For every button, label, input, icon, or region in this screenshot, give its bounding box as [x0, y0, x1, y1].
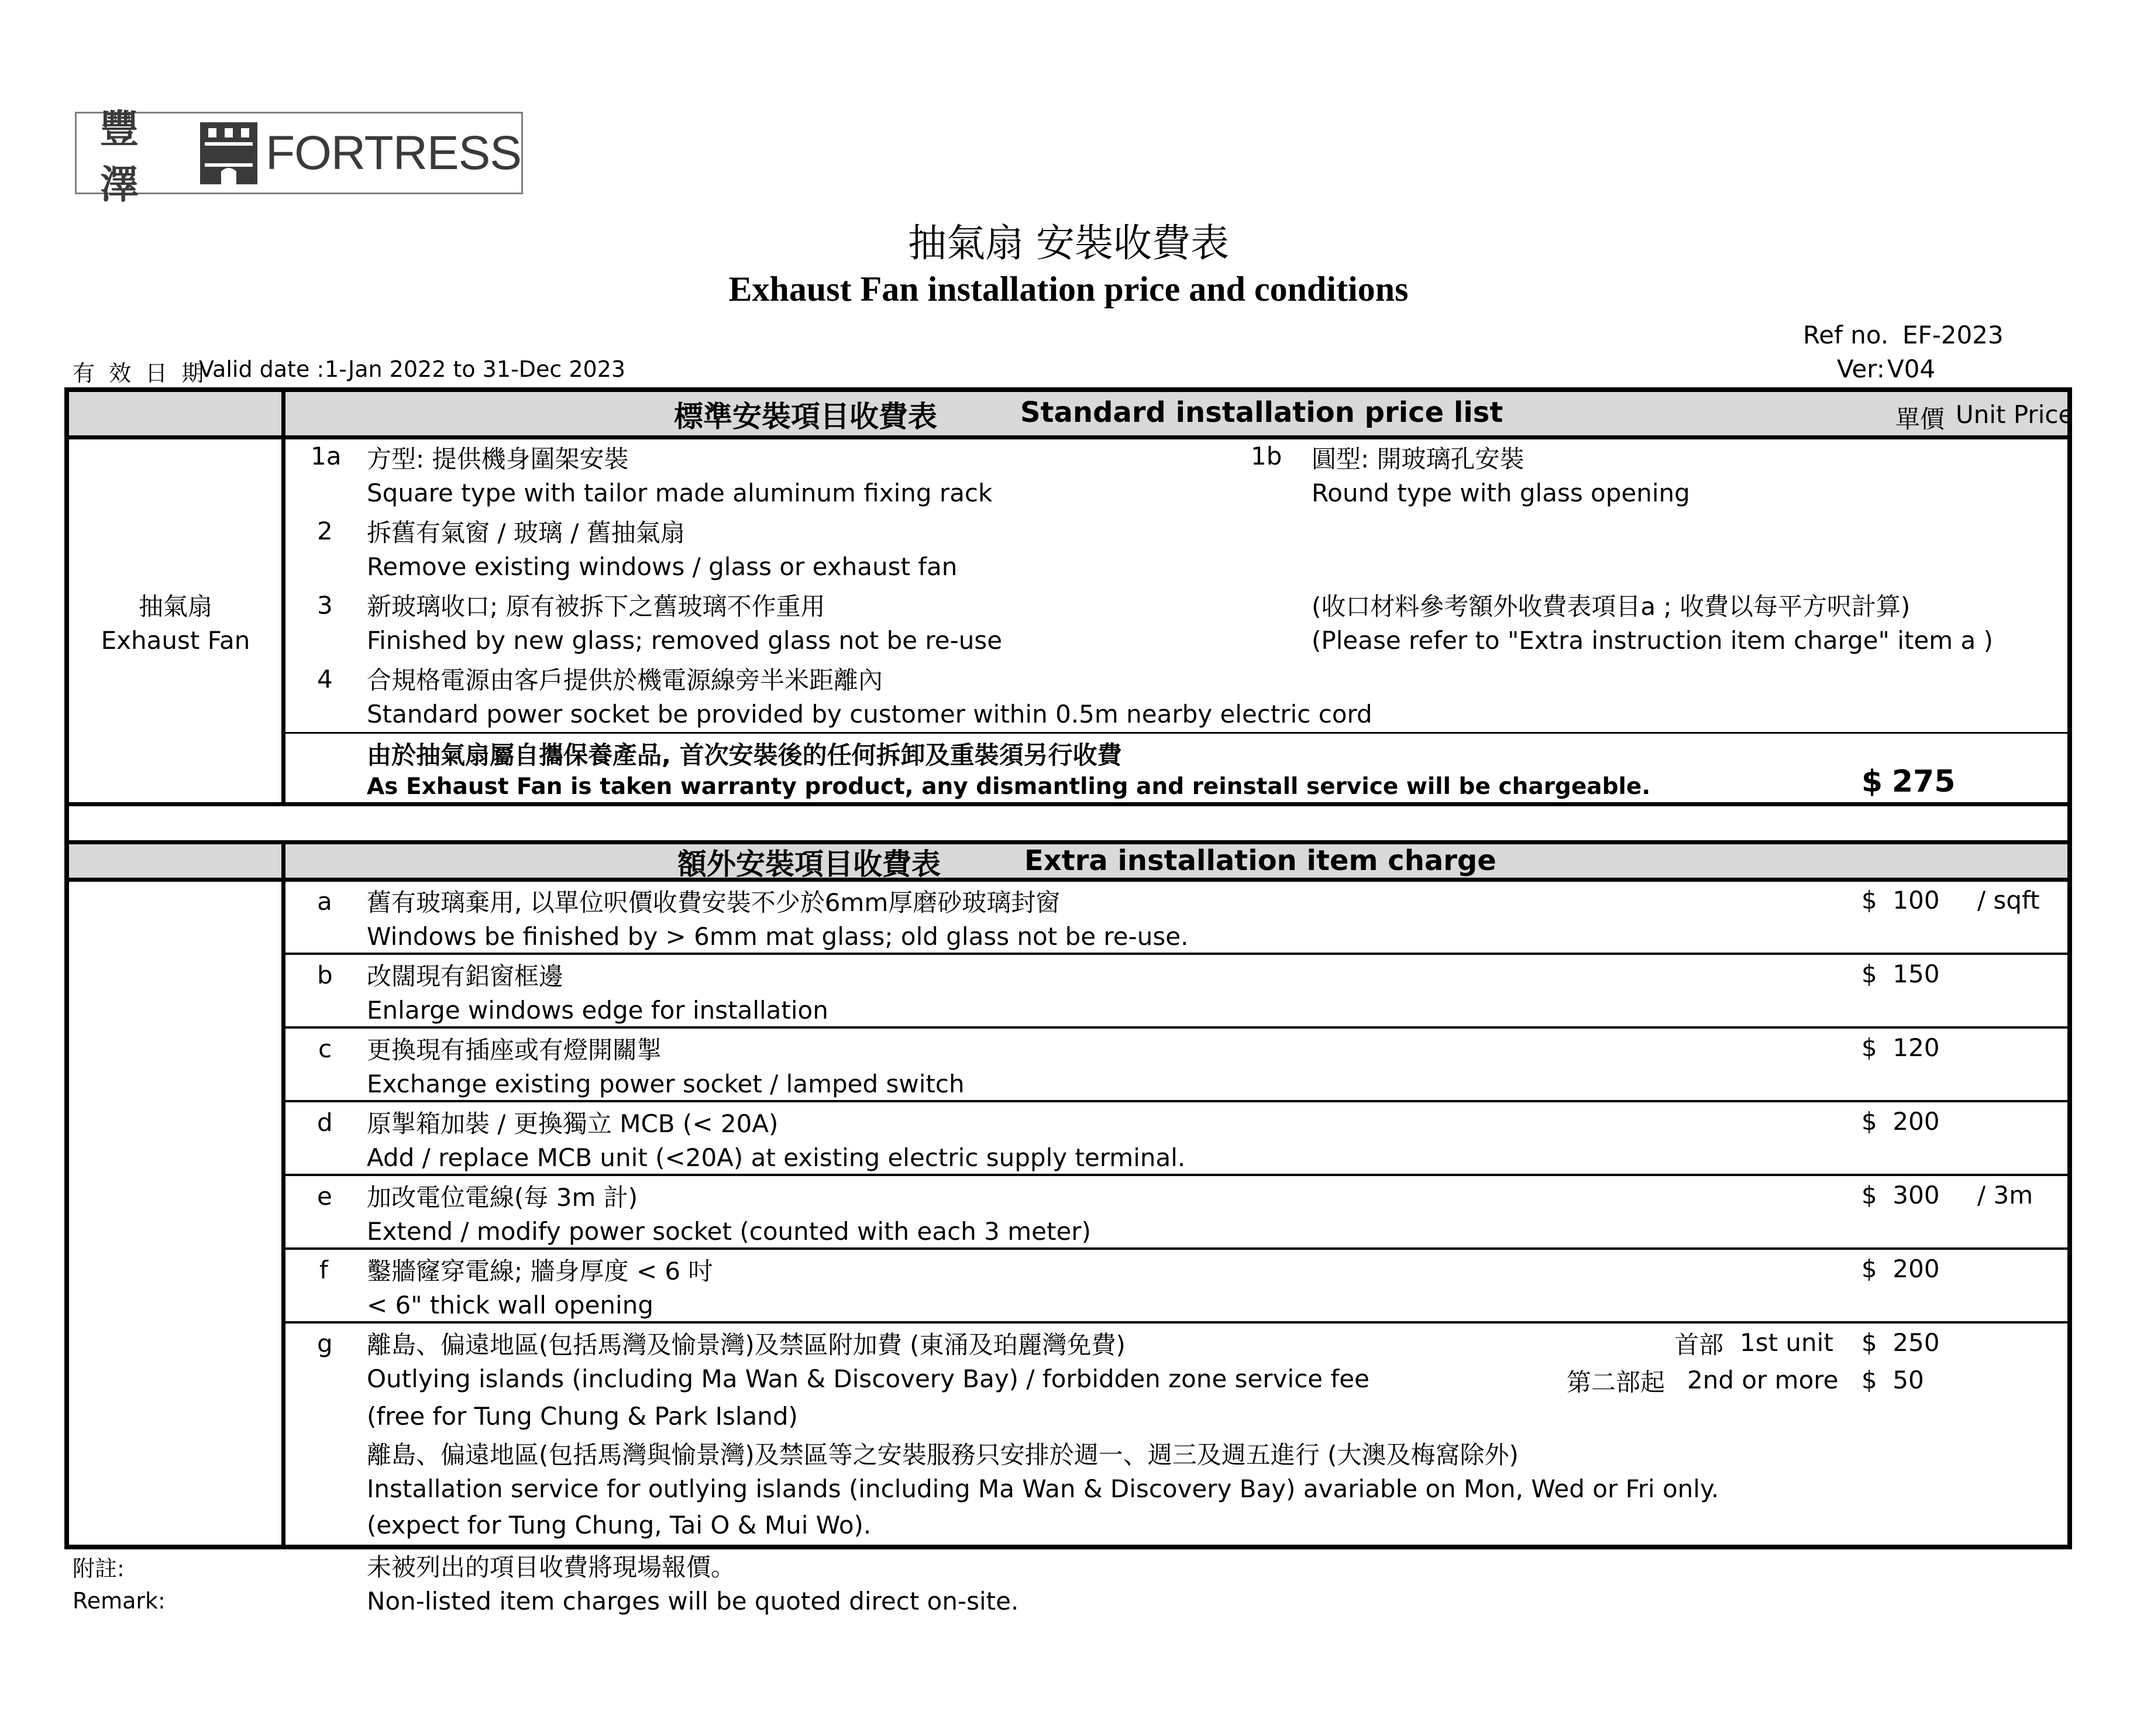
item-desc-en: Standard power socket be provided by customer within 0.5m nearby electric cord: [367, 700, 1372, 728]
valid-date-label-en: Valid date :: [199, 356, 325, 382]
standard-header-zh: 標準安裝項目收費表: [674, 400, 937, 434]
item-price: $ 150: [1861, 960, 1940, 988]
item-number: 2: [317, 517, 333, 545]
first-unit-price: $ 250: [1861, 1328, 1940, 1357]
item-unit: / 3m: [1977, 1181, 2033, 1209]
item-note-en: (Please refer to "Extra instruction item charge" item a ): [1312, 626, 1994, 655]
category-label-zh: 抽氣扇: [138, 592, 212, 621]
item-number: 1a: [311, 442, 342, 470]
extra-header-en: Extra installation item charge: [1024, 844, 1496, 877]
item-desc-zh: 圓型: 開玻璃孔安裝: [1312, 445, 1525, 473]
item-number: e: [317, 1182, 332, 1211]
item-desc-zh: 改闊現有鋁窗框邊: [367, 962, 564, 991]
warranty-note-zh: 由於抽氣扇屬自攜保養產品, 首次安裝後的任何拆卸及重裝須另行收費: [367, 741, 1122, 769]
unit-price-header-zh: 單價: [1895, 405, 1945, 434]
item-desc-zh: 方型: 提供機身圍架安裝: [367, 445, 629, 473]
item-number: g: [317, 1329, 333, 1358]
item-price: $ 300: [1861, 1181, 1940, 1209]
item-desc-en: Extend / modify power socket (counted with each 3 meter): [367, 1217, 1091, 1246]
item-desc-zh: 加改電位電線(每 3m 計): [367, 1183, 638, 1212]
item-number: d: [317, 1108, 333, 1137]
ref-label: Ref no.: [1803, 321, 1889, 349]
item-desc-zh: 離島、偏遠地區(包括馬灣及愉景灣)及禁區附加費 (東涌及珀麗灣免費): [367, 1331, 1126, 1359]
item-desc-zh: 新玻璃收口; 原有被拆下之舊玻璃不作重用: [367, 592, 825, 621]
first-unit-label-zh: 首部: [1674, 1331, 1724, 1359]
ver-label: Ver:: [1837, 355, 1885, 383]
item-desc-zh: 原掣箱加裝 / 更換獨立 MCB (< 20A): [367, 1109, 779, 1138]
logo-text-zh: 豐澤: [100, 106, 146, 207]
category-label-en: Exhaust Fan: [101, 626, 250, 655]
item-desc-en: Remove existing windows / glass or exhaust fan: [367, 552, 958, 581]
page-title-zh: 抽氣扇 安裝收費表: [908, 221, 1229, 266]
ref-value: EF-2023: [1902, 321, 2004, 349]
remark-text-zh: 未被列出的項目收費將現場報價。: [367, 1553, 736, 1582]
item-number: c: [318, 1034, 332, 1063]
ver-value: V04: [1887, 355, 1936, 383]
item-number: a: [317, 887, 332, 916]
castle-icon: [200, 122, 257, 184]
item-price: $ 200: [1861, 1107, 1940, 1136]
standard-price-symbol: $: [1861, 764, 1883, 799]
item-desc-en: Outlying islands (including Ma Wan & Discovery Bay) / forbidden zone service fee: [367, 1364, 1369, 1393]
second-unit-price: $ 50: [1861, 1366, 1924, 1394]
warranty-note-en: As Exhaust Fan is taken warranty product, any dismantling and reinstall service will be chargeable.: [367, 774, 1651, 800]
item-number: f: [319, 1256, 328, 1284]
item-note-zh: (收口材料參考額外收費表項目a ; 收費以每平方呎計算): [1312, 592, 1911, 621]
item-unit: / sqft: [1977, 886, 2040, 915]
item-desc-en: Round type with glass opening: [1312, 479, 1690, 507]
item-desc-en-4: (expect for Tung Chung, Tai O & Mui Wo).: [367, 1511, 872, 1539]
item-desc-zh: 拆舊有氣窗 / 玻璃 / 舊抽氣扇: [367, 518, 685, 547]
unit-price-header-en: Unit Price: [1956, 400, 2074, 429]
item-desc-en: Add / replace MCB unit (<20A) at existing electric supply terminal.: [367, 1143, 1186, 1172]
item-price: $ 200: [1861, 1254, 1940, 1283]
item-desc-en: Enlarge windows edge for installation: [367, 996, 828, 1025]
item-number: 4: [317, 665, 333, 693]
item-price: $ 120: [1861, 1033, 1940, 1062]
item-number: 3: [317, 591, 333, 620]
item-desc-zh: 合規格電源由客戶提供於機電源線旁半米距離內: [367, 666, 883, 695]
item-desc-en: Exchange existing power socket / lamped switch: [367, 1070, 965, 1098]
item-desc-en: Square type with tailor made aluminum fixing rack: [367, 479, 993, 507]
valid-date-label-zh: 有 效 日 期: [73, 360, 208, 386]
page-title-en: Exhaust Fan installation price and conditions: [728, 270, 1409, 308]
item-desc-en: < 6" thick wall opening: [367, 1291, 653, 1319]
item-number: 1b: [1251, 442, 1282, 470]
first-unit-label-en: 1st unit: [1740, 1328, 1833, 1357]
remark-text-en: Non-listed item charges will be quoted direct on-site.: [367, 1587, 1019, 1615]
standard-header-en: Standard installation price list: [1020, 396, 1503, 429]
item-desc-zh: 鑿牆窿穿電線; 牆身厚度 < 6 吋: [367, 1257, 713, 1285]
item-desc-en-3: Installation service for outlying islands (including Ma Wan & Discovery Bay) avariable on Mon, Wed or Fri only.: [367, 1474, 1719, 1503]
standard-price: 275: [1892, 764, 1956, 799]
item-desc-en: Windows be finished by > 6mm mat glass; old glass not be re-use.: [367, 922, 1189, 951]
logo-text-en: FORTRESS: [266, 126, 521, 180]
item-number: b: [317, 961, 333, 989]
extra-header-zh: 額外安裝項目收費表: [677, 847, 941, 881]
second-unit-label-zh: 第二部起: [1567, 1368, 1665, 1397]
remark-label-zh: 附註:: [73, 1556, 125, 1582]
valid-date-value: 1-Jan 2022 to 31-Dec 2023: [325, 356, 626, 382]
item-price: $ 100: [1861, 886, 1940, 915]
company-logo: [75, 106, 523, 207]
item-desc-zh: 舊有玻璃棄用, 以單位呎價收費安裝不少於6mm厚磨砂玻璃封窗: [367, 888, 1061, 917]
item-desc-zh: 更換現有插座或有燈開關掣: [367, 1036, 662, 1064]
remark-label-en: Remark:: [73, 1588, 166, 1614]
item-desc-zh-2: 離島、偏遠地區(包括馬灣與愉景灣)及禁區等之安裝服務只安排於週一、週三及週五進行 (大澳及梅窩除外): [367, 1441, 1519, 1469]
item-desc-en-2: (free for Tung Chung & Park Island): [367, 1402, 798, 1431]
second-unit-label-en: 2nd or more: [1687, 1366, 1839, 1394]
item-desc-en: Finished by new glass; removed glass not be re-use: [367, 626, 1003, 655]
